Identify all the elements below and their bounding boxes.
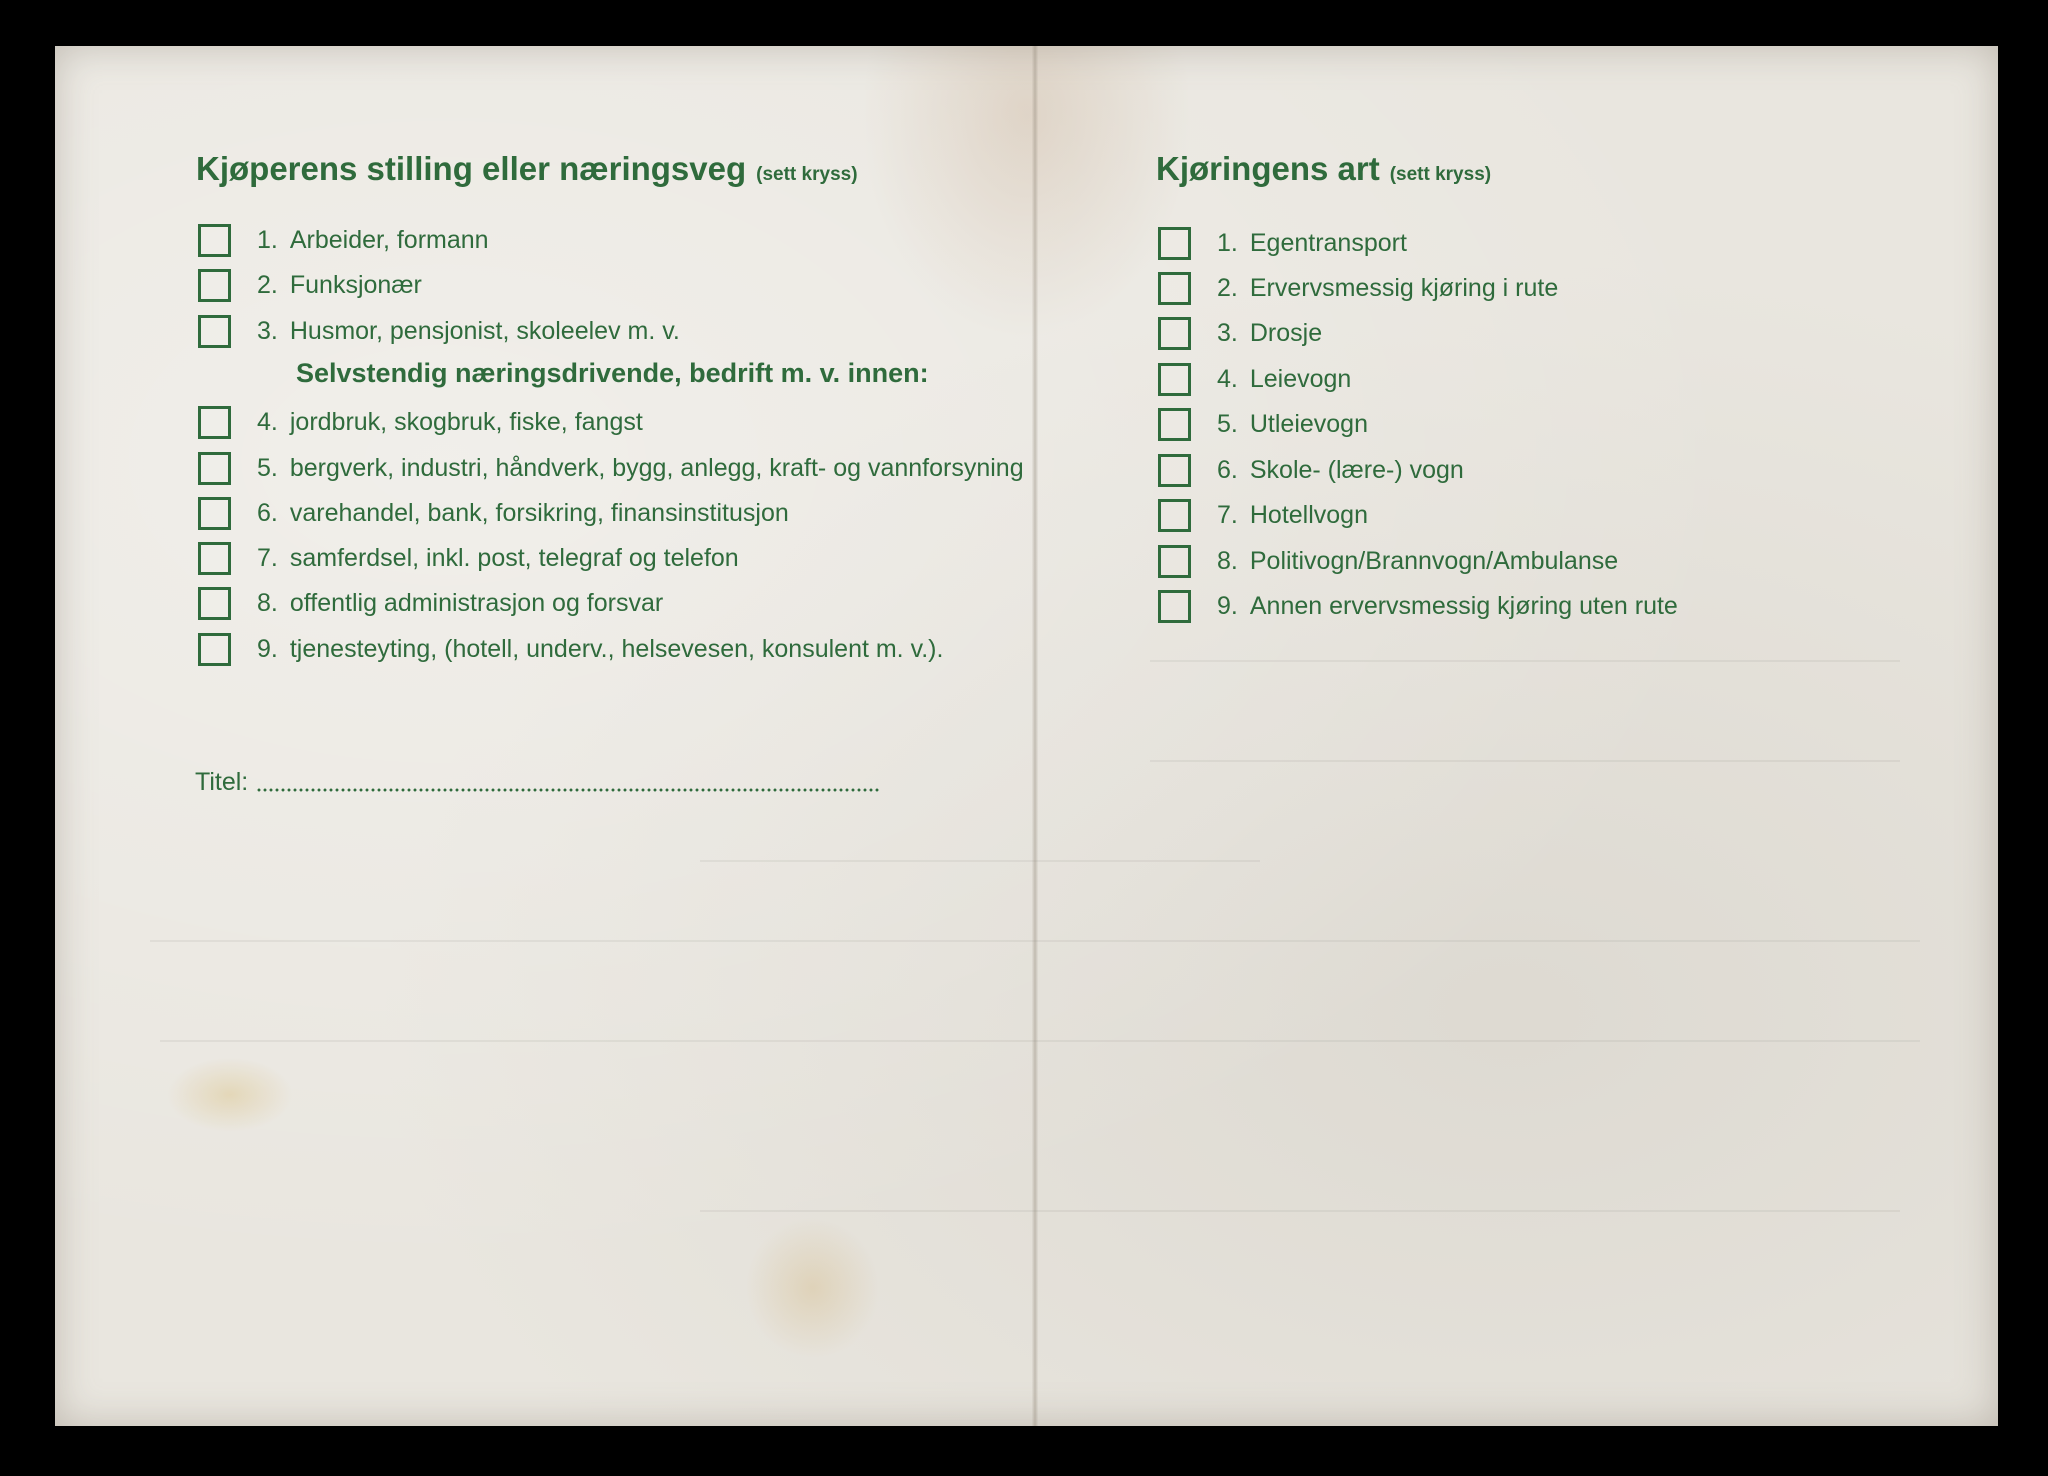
option-label: Annen ervervsmessig kjøring uten rute bbox=[1249, 591, 1678, 620]
checkbox[interactable] bbox=[198, 315, 231, 348]
checkbox[interactable] bbox=[198, 542, 231, 575]
checkbox[interactable] bbox=[198, 224, 231, 257]
option-number: 9. bbox=[1217, 591, 1238, 620]
buyer-option-4 bbox=[198, 404, 643, 440]
option-number: 7. bbox=[1217, 500, 1238, 529]
buyer-occupation-heading-note: (sett kryss) bbox=[756, 164, 858, 185]
show-through-line bbox=[160, 1040, 1920, 1042]
option-number: 4. bbox=[1217, 364, 1238, 393]
option-number: 6. bbox=[1217, 455, 1238, 484]
checkbox[interactable] bbox=[198, 452, 231, 485]
driving-option-8 bbox=[1158, 543, 1618, 579]
option-label: Drosje bbox=[1249, 318, 1323, 347]
buyer-occupation-heading bbox=[196, 150, 858, 188]
option-number: 5. bbox=[257, 453, 278, 482]
driving-option-5 bbox=[1158, 406, 1368, 442]
buyer-option-6 bbox=[198, 495, 789, 531]
option-number: 8. bbox=[1217, 546, 1238, 575]
show-through-line bbox=[150, 940, 1920, 942]
option-label: Arbeider, formann bbox=[289, 225, 489, 254]
checkbox[interactable] bbox=[198, 587, 231, 620]
checkbox[interactable] bbox=[1158, 545, 1191, 578]
buyer-occupation-heading-text: Kjøperens stilling eller næringsveg bbox=[196, 150, 747, 187]
driving-type-heading bbox=[1156, 150, 1491, 188]
option-label: tjenesteyting, (hotell, underv., helsevesen, konsulent m. v.). bbox=[289, 634, 944, 663]
title-field bbox=[195, 768, 881, 797]
option-label: Leievogn bbox=[1249, 364, 1352, 393]
driving-option-2 bbox=[1158, 270, 1558, 306]
show-through-line bbox=[1150, 660, 1900, 662]
option-label: samferdsel, inkl. post, telegraf og telefon bbox=[289, 543, 739, 572]
checkbox[interactable] bbox=[1158, 590, 1191, 623]
driving-option-1 bbox=[1158, 225, 1407, 261]
checkbox[interactable] bbox=[1158, 363, 1191, 396]
option-label: offentlig administrasjon og forsvar bbox=[289, 588, 664, 617]
option-label: Funksjonær bbox=[289, 270, 422, 299]
buyer-option-5 bbox=[198, 450, 1024, 486]
option-label: Utleievogn bbox=[1249, 409, 1368, 438]
checkbox[interactable] bbox=[198, 406, 231, 439]
center-fold bbox=[1032, 46, 1038, 1426]
option-label: Skole- (lære-) vogn bbox=[1249, 455, 1464, 484]
option-number: 2. bbox=[257, 270, 278, 299]
option-number: 5. bbox=[1217, 409, 1238, 438]
buyer-option-1 bbox=[198, 222, 489, 258]
option-label: jordbruk, skogbruk, fiske, fangst bbox=[289, 407, 643, 436]
checkbox[interactable] bbox=[1158, 227, 1191, 260]
driving-option-4 bbox=[1158, 361, 1351, 397]
option-label: Politivogn/Brannvogn/Ambulanse bbox=[1249, 546, 1619, 575]
checkbox[interactable] bbox=[1158, 499, 1191, 532]
buyer-option-3 bbox=[198, 313, 680, 349]
checkbox[interactable] bbox=[198, 497, 231, 530]
title-field-dotted-line[interactable] bbox=[256, 787, 881, 793]
option-label: Husmor, pensjonist, skoleelev m. v. bbox=[289, 316, 680, 345]
checkbox[interactable] bbox=[198, 633, 231, 666]
driving-type-heading-note: (sett kryss) bbox=[1389, 164, 1492, 185]
option-number: 8. bbox=[257, 588, 278, 617]
option-number: 9. bbox=[257, 634, 278, 663]
buyer-option-8 bbox=[198, 585, 663, 621]
option-number: 3. bbox=[257, 316, 278, 345]
checkbox[interactable] bbox=[1158, 317, 1191, 350]
buyer-option-9 bbox=[198, 631, 943, 667]
driving-option-7 bbox=[1158, 497, 1368, 533]
option-number: 1. bbox=[1217, 228, 1238, 257]
driving-option-9 bbox=[1158, 588, 1678, 624]
buyer-option-7 bbox=[198, 540, 739, 576]
checkbox[interactable] bbox=[1158, 454, 1191, 487]
option-number: 6. bbox=[257, 498, 278, 527]
option-number: 7. bbox=[257, 543, 278, 572]
title-field-label: Titel: bbox=[195, 768, 249, 796]
show-through-line bbox=[700, 1210, 1900, 1212]
option-label: Egentransport bbox=[1249, 228, 1407, 257]
option-label: varehandel, bank, forsikring, finansinstitusjon bbox=[289, 498, 789, 527]
self-employed-subheading: Selvstendig næringsdrivende, bedrift m. v. innen: bbox=[296, 358, 929, 388]
checkbox[interactable] bbox=[1158, 408, 1191, 441]
checkbox[interactable] bbox=[198, 269, 231, 302]
option-label: bergverk, industri, håndverk, bygg, anlegg, kraft- og vannforsyning bbox=[289, 453, 1024, 482]
option-number: 3. bbox=[1217, 318, 1238, 347]
buyer-option-2 bbox=[198, 267, 422, 303]
option-number: 1. bbox=[257, 225, 278, 254]
checkbox[interactable] bbox=[1158, 272, 1191, 305]
option-label: Ervervsmessig kjøring i rute bbox=[1249, 273, 1559, 302]
driving-option-6 bbox=[1158, 452, 1464, 488]
option-number: 4. bbox=[257, 407, 278, 436]
option-label: Hotellvogn bbox=[1249, 500, 1368, 529]
show-through-line bbox=[700, 860, 1260, 862]
show-through-line bbox=[1150, 760, 1900, 762]
driving-option-3 bbox=[1158, 315, 1322, 351]
option-number: 2. bbox=[1217, 273, 1238, 302]
driving-type-heading-text: Kjøringens art bbox=[1156, 150, 1380, 187]
